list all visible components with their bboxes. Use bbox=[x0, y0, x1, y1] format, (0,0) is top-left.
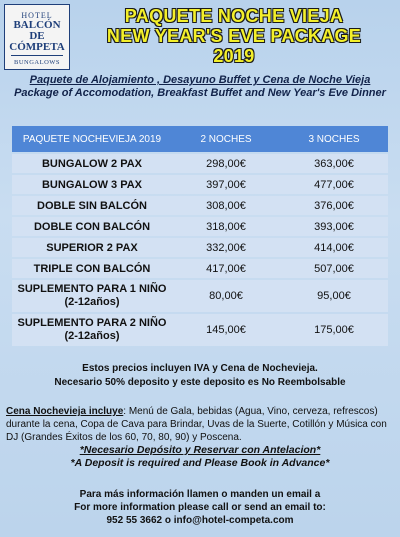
room-type: SUPLEMENTO PARA 1 NIÑO (2-12años) bbox=[12, 280, 172, 312]
price-3-nights: 363,00€ bbox=[280, 154, 388, 173]
contact-line-en: For more information please call or send an email to: bbox=[74, 502, 326, 513]
note-line-iva: Estos precios incluyen IVA y Cena de Nochevieja. bbox=[82, 363, 318, 374]
table-row bbox=[12, 280, 388, 312]
table-row bbox=[12, 314, 388, 346]
table-header: 2 NOCHES bbox=[172, 126, 280, 152]
price-2-nights: 397,00€ bbox=[172, 175, 280, 194]
logo-name-line2: CÓMPETA bbox=[9, 41, 65, 53]
price-3-nights: 477,00€ bbox=[280, 175, 388, 194]
price-table bbox=[12, 124, 388, 348]
table-row bbox=[12, 175, 388, 194]
price-3-nights: 507,00€ bbox=[280, 259, 388, 278]
room-type: SUPLEMENTO PARA 2 NIÑO (2-12años) bbox=[12, 314, 172, 346]
price-2-nights: 80,00€ bbox=[172, 280, 280, 312]
table-header: PAQUETE NOCHEVIEJA 2019 bbox=[12, 126, 172, 152]
package-description bbox=[6, 74, 394, 100]
price-2-nights: 318,00€ bbox=[172, 217, 280, 236]
logo-hotel-text: HOTEL bbox=[21, 11, 53, 20]
logo-divider bbox=[11, 55, 63, 56]
price-3-nights: 414,00€ bbox=[280, 238, 388, 257]
description-en: Package of Accomodation, Breakfast Buffet and New Year's Eve Dinner bbox=[14, 87, 386, 99]
price-2-nights: 298,00€ bbox=[172, 154, 280, 173]
room-type: SUPERIOR 2 PAX bbox=[12, 238, 172, 257]
room-type: BUNGALOW 3 PAX bbox=[12, 175, 172, 194]
price-3-nights: 175,00€ bbox=[280, 314, 388, 346]
price-3-nights: 376,00€ bbox=[280, 196, 388, 215]
price-2-nights: 417,00€ bbox=[172, 259, 280, 278]
page-title bbox=[72, 6, 396, 66]
price-2-nights: 332,00€ bbox=[172, 238, 280, 257]
price-2-nights: 145,00€ bbox=[172, 314, 280, 346]
contact-info bbox=[6, 488, 394, 527]
dinner-menu bbox=[6, 405, 394, 470]
table-row bbox=[12, 238, 388, 257]
table-row bbox=[12, 154, 388, 173]
table-header-row bbox=[12, 126, 388, 152]
note-line-deposit: Necesario 50% deposito y este deposito es No Reembolsable bbox=[54, 377, 346, 388]
contact-line-es: Para más información llamen o manden un email a bbox=[79, 489, 321, 500]
title-line-en: NEW YEAR'S EVE PACKAGE bbox=[106, 26, 362, 46]
title-line-es: PAQUETE NOCHE VIEJA bbox=[124, 6, 344, 26]
table-header: 3 NOCHES bbox=[280, 126, 388, 152]
description-es: Paquete de Alojamiento , Desayuno Buffet y Cena de Noche Vieja bbox=[29, 74, 371, 86]
price-2-nights: 308,00€ bbox=[172, 196, 280, 215]
logo-sub-text: BUNGALOWS bbox=[13, 59, 61, 66]
notice-en: *A Deposit is required and Please Book in Advance* bbox=[70, 457, 330, 469]
room-type: BUNGALOW 2 PAX bbox=[12, 154, 172, 173]
menu-description bbox=[6, 405, 394, 444]
table-row bbox=[12, 217, 388, 236]
price-note bbox=[6, 362, 394, 390]
room-type: DOBLE CON BALCÓN bbox=[12, 217, 172, 236]
logo-name-line1: BALCÓN DE bbox=[13, 19, 61, 42]
room-type: TRIPLE CON BALCÓN bbox=[12, 259, 172, 278]
contact-phone-email: 952 55 3662 o info@hotel-competa.com bbox=[106, 515, 294, 526]
table-row bbox=[12, 196, 388, 215]
table-row bbox=[12, 259, 388, 278]
title-year: 2019 bbox=[213, 46, 255, 66]
hotel-logo bbox=[4, 4, 70, 70]
notice-es: *Necesario Depósito y Reservar con Antelacion* bbox=[79, 444, 321, 456]
room-type: DOBLE SIN BALCÓN bbox=[12, 196, 172, 215]
price-3-nights: 393,00€ bbox=[280, 217, 388, 236]
menu-text: : Menú de Gala, bebidas (Agua, Vino, cerveza, refrescos) durante la cena, Copa de Cava para Brindar, Uvas de la Suerte, Cotillón y Música con DJ (Grandes Éxitos de los 60, 70, 80, 90) y Poscena. bbox=[6, 406, 387, 443]
price-3-nights: 95,00€ bbox=[280, 280, 388, 312]
menu-label: Cena Nochevieja incluye bbox=[6, 406, 124, 417]
